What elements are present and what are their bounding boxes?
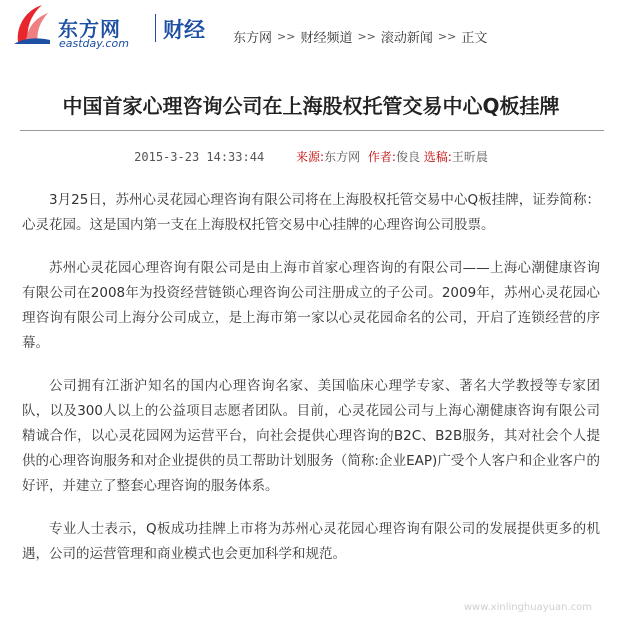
editor-name: 王昕晨 [451,150,488,164]
author-name: 俊良 [395,150,420,164]
breadcrumb-rolling-news[interactable]: 滚动新闻 [380,31,433,46]
article-meta [0,148,622,165]
breadcrumb-finance-channel[interactable]: 财经频道 [300,31,353,46]
article-paragraph: 苏州心灵花园心理咨询有限公司是由上海市首家心理咨询的有限公司——上海心潮健康咨询有限公司在2008年为投资经营链锁心理咨询公司注册成立的子公司。2009年，苏州心灵花园心理咨询有限公司上海分公司成立，是上海市第一家以心灵花园命名的公司，开启了连锁经营的序幕。 [22,260,600,351]
breadcrumb [233,27,487,46]
author-label: 作者: [367,150,396,164]
publish-date: 2015-3-23 14:33:44 [134,150,265,164]
logo-divider [155,14,156,42]
logo-domain: eastday.com [59,37,129,50]
breadcrumb-separator: >> [437,30,457,43]
editor-label: 选稿: [423,150,452,164]
breadcrumb-separator: >> [357,30,376,43]
article-paragraph: 专业人士表示，Q板成功挂牌上市将为苏州心灵花园心理咨询有限公司的发展提供更多的机遇，公司的运营管理和商业模式也会更加科学和规范。 [22,521,600,562]
article-body [22,188,600,585]
eastday-logo[interactable] [12,2,129,50]
breadcrumb-current: 正文 [461,31,488,46]
source-link[interactable]: 东方网 [324,150,361,164]
logo-name: 东方网 [58,17,121,41]
breadcrumb-home[interactable]: 东方网 [233,31,273,46]
eastday-logo-mark-icon [12,2,52,48]
site-header [0,0,622,56]
article-title: 中国首家心理咨询公司在上海股权托管交易中心Q板挂牌 [62,94,560,118]
source-label: 来源: [296,150,325,164]
watermark: www.xinlinghuayuan.com [463,602,592,613]
channel-name[interactable]: 财经 [163,18,205,42]
article-paragraph: 3月25日，苏州心灵花园心理咨询有限公司将在上海股权托管交易中心Q板挂牌，证券简称：心灵花园。这是国内第一支在上海股权托管交易中心挂牌的心理咨询公司股票。 [22,192,600,233]
article-paragraph: 公司拥有江浙沪知名的国内心理咨询名家、美国临床心理学专家、著名大学教授等专家团队，以及300人以上的公益项目志愿者团队。目前，心灵花园公司与上海心潮健康咨询有限公司精诚合作，以心灵花园网为运营平台，向社会提供心理咨询的B2C、B2B服务，其对社会个人提供的心理咨询服务和对企业提供的员工帮助计划服务（简称:企业EAP)广受个人客户和企业客户的好评，并建立了整套心理咨询的服务体系。 [22,378,600,494]
breadcrumb-separator: >> [277,30,296,43]
title-divider [20,130,604,131]
